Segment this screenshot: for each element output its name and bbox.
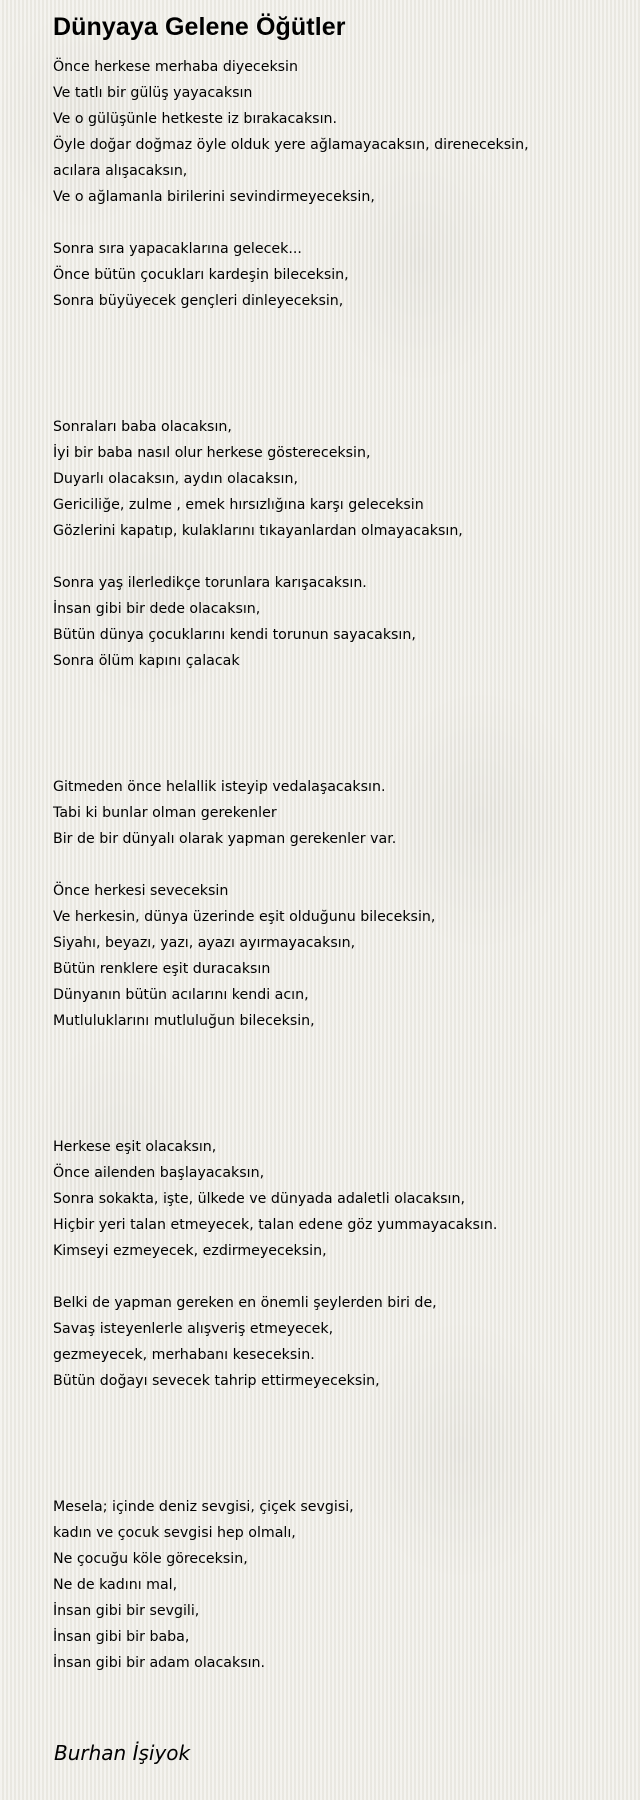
poem-line: Sonraları baba olacaksın, xyxy=(53,419,232,435)
poem-line: İnsan gibi bir sevgili, xyxy=(53,1603,200,1619)
stanza xyxy=(53,1494,623,1676)
stanza xyxy=(53,236,623,314)
poem-page xyxy=(53,10,623,1676)
poem-line: Mutluluklarını mutluluğun bileceksin, xyxy=(53,1013,315,1029)
poem-line: Duyarlı olacaksın, aydın olacaksın, xyxy=(53,471,299,487)
poem-line: Öyle doğar doğmaz öyle olduk yere ağlamayacaksın, direneceksin, xyxy=(53,137,529,153)
poem-line: Mesela; içinde deniz sevgisi, çiçek sevgisi, xyxy=(53,1499,354,1515)
poem-line: Ve o ağlamanla birilerini sevindirmeyeceksin, xyxy=(53,189,375,205)
poem-line: Dünyanın bütün acılarını kendi acın, xyxy=(53,987,309,1003)
poem-line: Bütün dünya çocuklarını kendi torunun sayacaksın, xyxy=(53,627,416,643)
poem-line: gezmeyecek, merhabanı keseceksin. xyxy=(53,1347,315,1363)
poem-body xyxy=(53,54,623,1676)
section-gap xyxy=(53,1034,623,1134)
stanza-gap xyxy=(53,544,623,570)
poem-line: İyi bir baba nasıl olur herkese göstereceksin, xyxy=(53,445,371,461)
section-gap xyxy=(53,674,623,774)
poem-author: Burhan İşiyok xyxy=(54,1741,191,1765)
poem-title: Dünyaya Gelene Öğütler xyxy=(53,13,346,41)
poem-line: Bütün doğayı sevecek tahrip ettirmeyeceksin, xyxy=(53,1373,380,1389)
poem-line: Bir de bir dünyalı olarak yapman gerekenler var. xyxy=(53,831,397,847)
stanza-gap xyxy=(53,210,623,236)
poem-line: İnsan gibi bir baba, xyxy=(53,1629,190,1645)
poem-line: Ve tatlı bir gülüş yayacaksın xyxy=(53,85,253,101)
poem-line: İnsan gibi bir adam olacaksın. xyxy=(53,1655,266,1671)
poem-line: Herkese eşit olacaksın, xyxy=(53,1139,217,1155)
poem-line: Sonra sokakta, işte, ülkede ve dünyada adaletli olacaksın, xyxy=(53,1191,466,1207)
poem-line: Hiçbir yeri talan etmeyecek, talan edene göz yummayacaksın. xyxy=(53,1217,498,1233)
poem-line: Önce ailenden başlayacaksın, xyxy=(53,1165,265,1181)
poem-line: acılara alışacaksın, xyxy=(53,163,188,179)
poem-line: Savaş isteyenlerle alışveriş etmeyecek, xyxy=(53,1321,334,1337)
stanza-gap xyxy=(53,1264,623,1290)
poem-line: Belki de yapman gereken en önemli şeylerden biri de, xyxy=(53,1295,437,1311)
poem-line: Ve herkesin, dünya üzerinde eşit olduğunu bileceksin, xyxy=(53,909,436,925)
poem-line: Siyahı, beyazı, yazı, ayazı ayırmayacaksın, xyxy=(53,935,356,951)
poem-line: kadın ve çocuk sevgisi hep olmalı, xyxy=(53,1525,296,1541)
stanza xyxy=(53,414,623,544)
stanza-gap xyxy=(53,852,623,878)
poem-line: İnsan gibi bir dede olacaksın, xyxy=(53,601,261,617)
stanza xyxy=(53,54,623,210)
poem-line: Önce herkesi seveceksin xyxy=(53,883,229,899)
poem-line: Ne de kadını mal, xyxy=(53,1577,178,1593)
poem-line: Ve o gülüşünle hetkeste iz bırakacaksın. xyxy=(53,111,338,127)
poem-line: Gitmeden önce helallik isteyip vedalaşacaksın. xyxy=(53,779,386,795)
poem-line: Sonra büyüyecek gençleri dinleyeceksin, xyxy=(53,293,344,309)
stanza xyxy=(53,1134,623,1264)
poem-line: Ne çocuğu köle göreceksin, xyxy=(53,1551,248,1567)
stanza xyxy=(53,1290,623,1394)
poem-line: Tabi ki bunlar olman gerekenler xyxy=(53,805,277,821)
poem-line: Sonra sıra yapacaklarına gelecek... xyxy=(53,241,302,257)
poem-line: Kimseyi ezmeyecek, ezdirmeyeceksin, xyxy=(53,1243,327,1259)
poem-line: Bütün renklere eşit duracaksın xyxy=(53,961,271,977)
poem-line: Gericiliğe, zulme , emek hırsızlığına karşı geleceksin xyxy=(53,497,424,513)
stanza xyxy=(53,570,623,674)
stanza xyxy=(53,774,623,852)
poem-line: Gözlerini kapatıp, kulaklarını tıkayanlardan olmayacaksın, xyxy=(53,523,463,539)
stanza xyxy=(53,878,623,1034)
section-gap xyxy=(53,1394,623,1494)
poem-line: Sonra ölüm kapını çalacak xyxy=(53,653,240,669)
poem-line: Önce herkese merhaba diyeceksin xyxy=(53,59,298,75)
poem-line: Önce bütün çocukları kardeşin bileceksin, xyxy=(53,267,349,283)
section-gap xyxy=(53,314,623,414)
poem-line: Sonra yaş ilerledikçe torunlara karışacaksın. xyxy=(53,575,367,591)
